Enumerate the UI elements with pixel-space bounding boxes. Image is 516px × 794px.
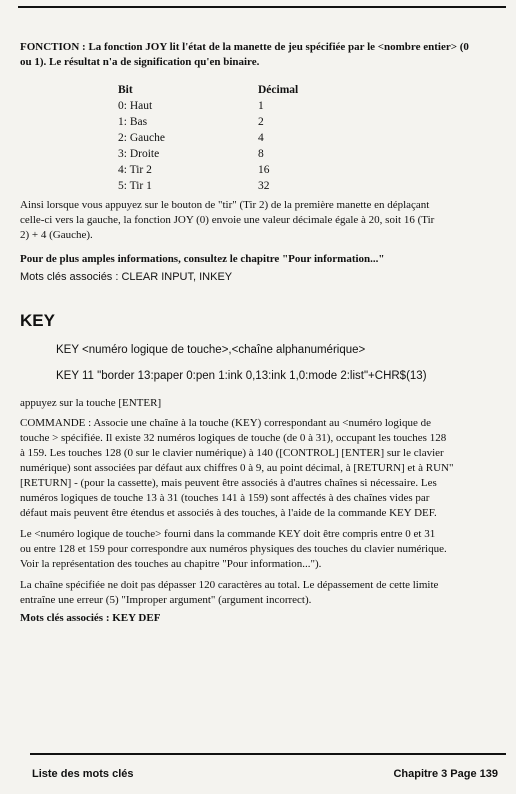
table-row-bit: 0: Haut (118, 100, 153, 112)
intro-line-2: ou 1). Le résultat n'a de signification qu'en binaire. (20, 56, 260, 68)
table-row-decimal: 32 (258, 180, 270, 192)
command-line: COMMANDE : Associe une chaîne à la touche (KEY) correspondant au <numéro logique de (20, 417, 431, 429)
top-rule (18, 6, 506, 8)
intro-line-1: FONCTION : La fonction JOY lit l'état de la manette de jeu spécifiée par le <nombre entier> (0 (20, 41, 469, 53)
bottom-rule (30, 753, 506, 755)
table-row-bit: 4: Tir 2 (118, 164, 152, 176)
footer-page-number: Chapitre 3 Page 139 (393, 768, 498, 780)
command-line: [RETURN] - (pour la cassette), mais peuvent être associés à d'autres chaînes si nécessaire. Les (20, 477, 437, 489)
table-row-bit: 5: Tir 1 (118, 180, 152, 192)
table-row-bit: 1: Bas (118, 116, 148, 128)
command-line: numérique) sont associées par défaut aux chiffres 0 à 9, au point décimal, à [RETURN] et à RUN" (20, 462, 454, 474)
command-line: défaut mais peuvent être étendus et associés à des touches, à l'aide de la commande KEY DEF. (20, 507, 437, 519)
keywords-line-1: Mots clés associés : CLEAR INPUT, INKEY (20, 271, 233, 283)
joy-example-line-2: celle-ci vers la gauche, la fonction JOY (0) envoie une valeur décimale égale à 20, soit 16 (Tir (20, 214, 435, 226)
footer-left: Liste des mots clés (32, 768, 134, 780)
table-header-bit: Bit (118, 84, 133, 96)
table-row-decimal: 2 (258, 116, 264, 128)
press-enter-line: appuyez sur la touche [ENTER] (20, 397, 162, 409)
range-note-line: Voir la représentation des touches au chapitre "Pour information..."). (20, 558, 322, 570)
command-line: touche > spécifiée. Il existe 32 numéros logiques de touche (de 0 à 31), occupant les touches 128 (20, 432, 447, 444)
command-line: à 159. Les touches 128 (0 sur le clavier numérique) à 140 ([CONTROL] [ENTER] sur le clavier (20, 447, 444, 459)
joy-example-line-1: Ainsi lorsque vous appuyez sur le bouton de "tir" (Tir 2) de la première manette en déplaçant (20, 199, 430, 211)
key-example: KEY 11 "border 13:paper 0:pen 1:ink 0,13:ink 1,0:mode 2:list"+CHR$(13) (56, 370, 427, 382)
table-header-decimal: Décimal (258, 84, 299, 96)
limit-note-line: La chaîne spécifiée ne doit pas dépasser 120 caractères au total. Le dépassement de cette limite (20, 579, 439, 591)
limit-note-line: entraîne une erreur (5) "Improper argument" (argument incorrect). (20, 594, 312, 606)
key-syntax: KEY <numéro logique de touche>,<chaîne alphanumérique> (56, 344, 366, 356)
table-row-decimal: 8 (258, 148, 264, 160)
table-row-decimal: 1 (258, 100, 264, 112)
keywords-line-2: Mots clés associés : KEY DEF (20, 612, 161, 624)
section-heading-key: KEY (20, 311, 55, 330)
more-info-line: Pour de plus amples informations, consultez le chapitre "Pour information..." (20, 253, 385, 265)
table-row-decimal: 4 (258, 132, 264, 144)
table-row-bit: 3: Droite (118, 148, 160, 160)
range-note-line: ou entre 128 et 159 pour correspondre aux numéros physiques des touches du clavier numérique. (20, 543, 447, 555)
command-line: numéros logiques de touche 13 à 31 (touches 141 à 159) sont affectés à des chaînes vides par (20, 492, 430, 504)
range-note-line: Le <numéro logique de touche> fourni dans la commande KEY doit être compris entre 0 et 31 (20, 528, 436, 540)
table-row-decimal: 16 (258, 164, 270, 176)
table-row-bit: 2: Gauche (118, 132, 165, 144)
joy-example-line-3: 2) + 4 (Gauche). (20, 229, 93, 241)
